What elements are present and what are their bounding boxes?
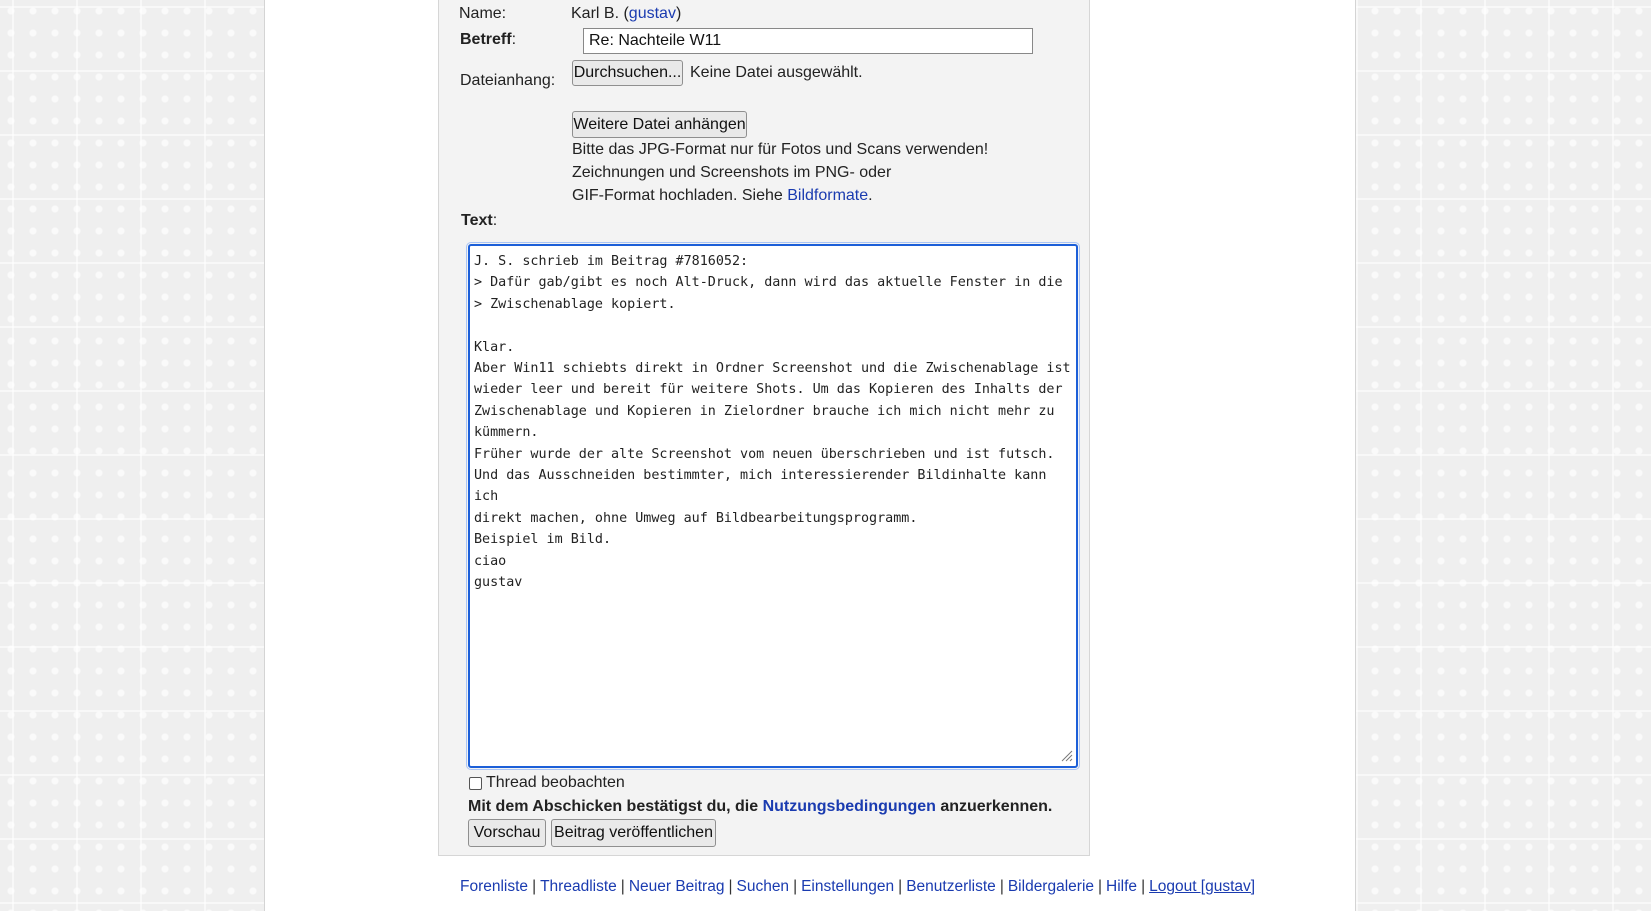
watch-thread-label[interactable]: Thread beobachten bbox=[486, 774, 625, 791]
footer-link-forenliste[interactable]: Forenliste bbox=[460, 878, 529, 895]
footer-link-neuer-beitrag[interactable]: Neuer Beitrag bbox=[628, 878, 725, 895]
terms-agreement-text bbox=[468, 798, 1052, 816]
text-label bbox=[461, 212, 497, 230]
name-label: Name: bbox=[459, 5, 507, 22]
browse-file-button[interactable]: Durchsuchen... bbox=[572, 60, 683, 86]
hint-line-3-text: GIF-Format hochladen. Siehe bbox=[572, 187, 788, 204]
text-label-colon: : bbox=[492, 212, 498, 229]
footer-link-bildergalerie[interactable]: Bildergalerie bbox=[1007, 878, 1095, 895]
name-value bbox=[571, 5, 681, 23]
footer-separator: | bbox=[1141, 878, 1146, 895]
footer-link-logout[interactable]: Logout [gustav] bbox=[1149, 878, 1256, 895]
footer-separator: | bbox=[1098, 878, 1103, 895]
attachment-label: Dateianhang: bbox=[460, 72, 556, 89]
footer-link-hilfe[interactable]: Hilfe bbox=[1106, 878, 1138, 895]
footer-separator: | bbox=[532, 878, 537, 895]
hint-line-3-end: . bbox=[868, 187, 873, 204]
footer-link-benutzerliste[interactable]: Benutzerliste bbox=[906, 878, 996, 895]
footer-separator: | bbox=[793, 878, 798, 895]
hint-line-3 bbox=[572, 184, 992, 207]
subject-label-text: Betreff bbox=[460, 31, 512, 48]
preview-button[interactable]: Vorschau bbox=[468, 819, 546, 847]
resize-grip-icon[interactable] bbox=[1061, 750, 1073, 762]
add-more-file-button[interactable]: Weitere Datei anhängen bbox=[572, 111, 747, 138]
image-formats-link[interactable]: Bildformate bbox=[787, 187, 869, 204]
subject-input[interactable] bbox=[583, 28, 1033, 54]
subject-label bbox=[460, 31, 516, 49]
name-text: Karl B. ( bbox=[571, 5, 629, 22]
watch-thread-checkbox[interactable] bbox=[469, 777, 482, 790]
publish-post-button[interactable]: Beitrag veröffentlichen bbox=[551, 819, 716, 847]
image-format-hint bbox=[572, 138, 992, 207]
agree-prefix: Mit dem Abschicken bestätigst du, die bbox=[468, 798, 763, 815]
footer-separator: | bbox=[620, 878, 625, 895]
terms-of-use-link[interactable]: Nutzungsbedingungen bbox=[762, 798, 936, 815]
footer-separator: | bbox=[898, 878, 903, 895]
subject-label-colon: : bbox=[511, 31, 517, 48]
no-file-selected-text: Keine Datei ausgewählt. bbox=[690, 64, 863, 81]
footer-navigation bbox=[460, 878, 1255, 896]
hint-line-2: Zeichnungen und Screenshots im PNG- oder bbox=[572, 164, 892, 181]
footer-link-threadliste[interactable]: Threadliste bbox=[540, 878, 617, 895]
message-textarea[interactable] bbox=[468, 244, 1078, 768]
text-label-text: Text bbox=[461, 212, 493, 229]
name-close: ) bbox=[675, 5, 682, 22]
hint-line-1: Bitte das JPG-Format nur für Fotos und Scans verwenden! bbox=[572, 141, 989, 158]
footer-separator: | bbox=[999, 878, 1004, 895]
footer-link-einstellungen[interactable]: Einstellungen bbox=[801, 878, 895, 895]
footer-separator: | bbox=[728, 878, 733, 895]
agree-suffix: anzuerkennen. bbox=[935, 798, 1053, 815]
footer-link-suchen[interactable]: Suchen bbox=[736, 878, 790, 895]
user-profile-link[interactable]: gustav bbox=[628, 5, 676, 22]
